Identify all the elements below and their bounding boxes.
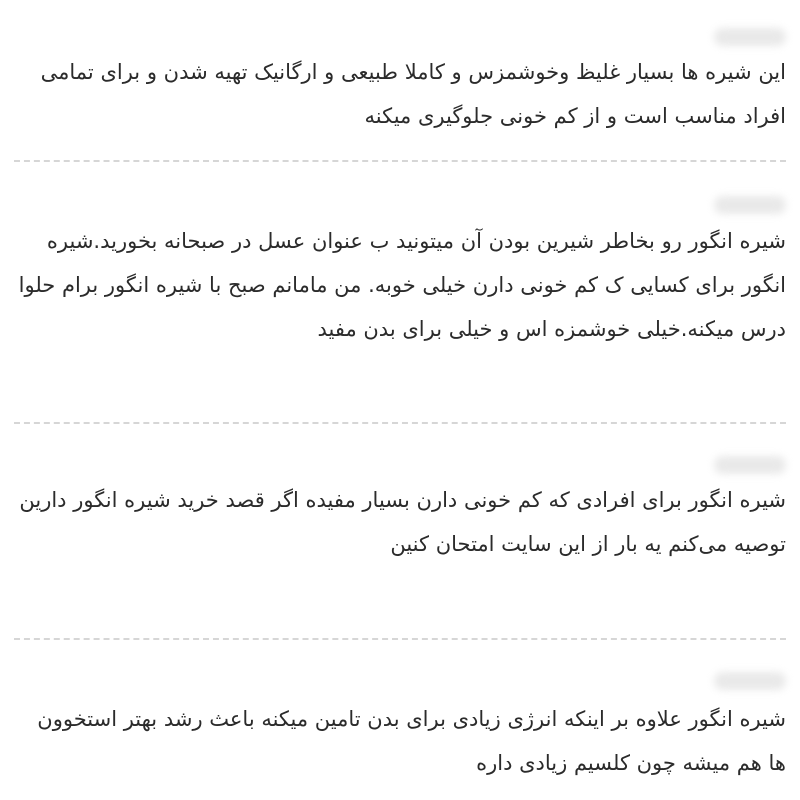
comment-divider — [14, 160, 786, 162]
comment-text: شیره انگور برای افرادی که کم خونی دارن بسیار مفیده اگر قصد خرید شیره انگور دارین توصیه می‌کنم یه بار از این سایت امتحان کنین — [19, 488, 786, 556]
comment-text: این شیره ها بسیار غلیظ وخوشمزس و کاملا طبیعی و ارگانیک تهیه شدن و برای تمامی افراد مناسب است و از کم خونی جلوگیری میکنه — [40, 60, 786, 128]
blurred-author-name — [714, 28, 786, 46]
comment-divider — [14, 638, 786, 640]
comment-text: شیره انگور رو بخاطر شیرین بودن آن میتونید ب عنوان عسل در صبحانه بخورید.شیره انگور برای کسایی ک کم خونی دارن خیلی خوبه. من مامانم صبح با شیره انگور برام حلوا درس میکنه.خیلی خوشمزه اس و خیلی برای بدن مفید — [18, 229, 786, 341]
comment-divider — [14, 422, 786, 424]
blurred-author-name — [714, 456, 786, 474]
blurred-author-name — [714, 672, 786, 690]
comment-text: شیره انگور علاوه بر اینکه انرژی زیادی برای بدن تامین میکنه باعث رشد بهتر استخوون ها هم میشه چون کلسیم زیادی داره — [37, 707, 786, 775]
blurred-author-name — [714, 196, 786, 214]
